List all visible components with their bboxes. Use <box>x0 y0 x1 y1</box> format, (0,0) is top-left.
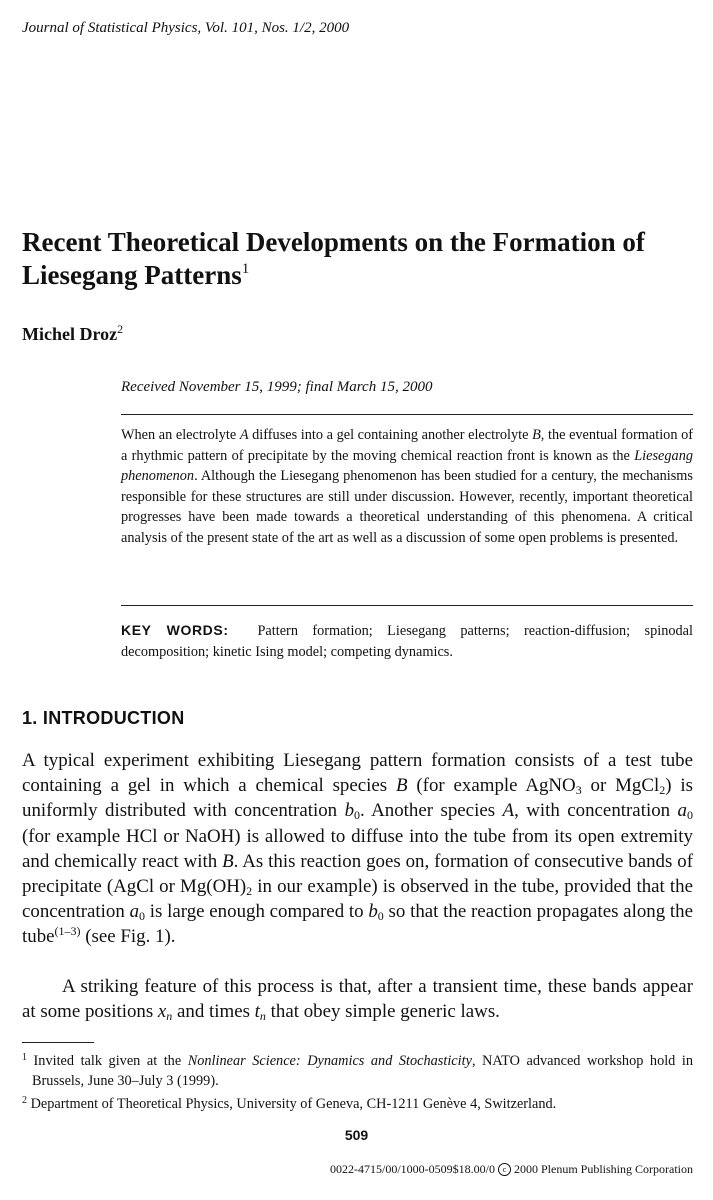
author-name: Michel Droz <box>22 324 118 344</box>
paper-title <box>22 226 694 292</box>
para-text: ) is uniformly distributed with concentration <box>22 775 693 822</box>
para-text: . As this reaction goes on, formation of consecutive bands of precipitate (AgCl or Mg(OH) <box>22 850 693 898</box>
abstract-symbol-a: A <box>239 427 249 443</box>
subscript-n: n <box>166 1009 173 1024</box>
received-dates: Received November 15, 1999; final March 15, 2000 <box>121 379 433 395</box>
footnote-text: Invited talk given at the <box>27 1053 188 1069</box>
para-text: A typical experiment exhibiting Liesegang pattern formation consists of a test tube containing a gel in which a chemical species <box>22 750 693 797</box>
copyright-code: 0022-4715/00/1000-0509$18.00/0 <box>329 1162 495 1176</box>
symbol-t: t <box>254 1001 260 1023</box>
keywords-text: Pattern formation; Liesegang patterns; reaction-diffusion; spinodal decomposition; kinetic Ising model; competing dynamics. <box>121 623 693 660</box>
abstract-text: . Although the Liesegang phenomenon has been studied for a century, the mechanisms responsible for these structures are still under discussion. However, recently, important theoretical progresses have been made towards a theoretical understanding of this phenomena. A critical analysis of the present state of the art as well as a discussion of some open problems is presented. <box>121 468 693 546</box>
subscript: 2 <box>246 884 253 899</box>
author <box>22 324 123 345</box>
para-text: or MgCl <box>581 775 660 797</box>
abstract-italic-term: Liesegang phenomenon <box>121 447 693 485</box>
para-text: (for example AgNO <box>407 775 576 797</box>
footnote-text: , NATO advanced workshop hold in Brussels, June 30–July 3 (1999). <box>32 1053 693 1089</box>
abstract <box>121 425 693 549</box>
keywords-label: KEY WORDS: <box>121 622 229 638</box>
subscript: 0 <box>377 909 384 924</box>
footnote-rule <box>22 1042 94 1043</box>
title-footnote-mark[interactable]: 1 <box>241 261 250 277</box>
para-text: (see Fig. 1). <box>80 926 176 948</box>
abstract-text: diffuses into a gel containing another electrolyte <box>248 427 533 443</box>
symbol-a0: a <box>129 901 140 923</box>
para-text: that obey simple generic laws. <box>265 1001 500 1023</box>
subscript: 0 <box>354 808 361 823</box>
body-paragraph-1 <box>22 748 693 950</box>
section-heading: 1. INTRODUCTION <box>22 708 185 728</box>
footnote-text: Department of Theoretical Physics, University of Geneva, CH-1211 Genève 4, Switzerland. <box>27 1096 557 1112</box>
symbol-b: B <box>395 775 408 797</box>
keywords <box>121 620 693 662</box>
body-paragraph-2 <box>22 974 693 1024</box>
footnote-mark: 1 <box>22 1052 27 1063</box>
para-text: , with concentration <box>514 800 678 822</box>
page-number: 509 <box>344 1127 369 1143</box>
para-text: . Another species <box>360 800 503 822</box>
journal-citation: Journal of Statistical Physics, Vol. 101, Nos. 1/2, 2000 <box>22 20 350 36</box>
abstract-text: When an electrolyte <box>121 427 240 443</box>
para-text: (for example HCl or NaOH) is allowed to diffuse into the tube from its open extremity and chemically react with <box>22 825 693 872</box>
abstract-symbol-b: B <box>532 427 541 443</box>
citation-reference[interactable]: (1–3) <box>54 924 81 939</box>
abstract-bottom-rule <box>121 605 693 606</box>
symbol-a0: a <box>677 800 687 822</box>
subscript: 3 <box>575 783 582 798</box>
symbol-a: A <box>502 800 515 822</box>
subscript: 2 <box>659 783 666 798</box>
symbol-x: x <box>157 1001 167 1023</box>
copyright-holder: 2000 Plenum Publishing Corporation <box>513 1162 693 1176</box>
para-text: is large enough compared to <box>145 901 369 923</box>
subscript: 0 <box>139 909 146 924</box>
symbol-b: B <box>222 850 234 872</box>
author-footnote-mark[interactable]: 2 <box>117 322 124 336</box>
para-text: so that the reaction propagates along the tube <box>22 901 693 948</box>
title-text: Recent Theoretical Developments on the Formation of Liesegang Patterns <box>22 227 645 290</box>
para-text: and times <box>172 1001 255 1023</box>
footnote-mark: 2 <box>22 1095 27 1106</box>
footnote-italic: Nonlinear Science: Dynamics and Stochasticity <box>187 1053 472 1069</box>
footnote-2 <box>22 1095 693 1115</box>
abstract-top-rule <box>121 414 693 415</box>
footnote-1 <box>22 1052 693 1091</box>
para-text: A striking feature of this process is that, after a transient time, these bands appear at some positions <box>22 976 693 1023</box>
copyright-icon: c <box>498 1163 511 1176</box>
symbol-b0: b <box>368 901 378 923</box>
copyright-line <box>330 1162 693 1177</box>
para-text: in our example) is observed in the tube, provided that the concentration <box>22 876 694 923</box>
subscript-n: n <box>259 1009 266 1024</box>
symbol-b0: b <box>344 800 355 822</box>
abstract-text: , the eventual formation of a rhythmic pattern of precipitate by the moving chemical reaction front is known as the <box>121 427 694 464</box>
subscript: 0 <box>687 808 693 823</box>
